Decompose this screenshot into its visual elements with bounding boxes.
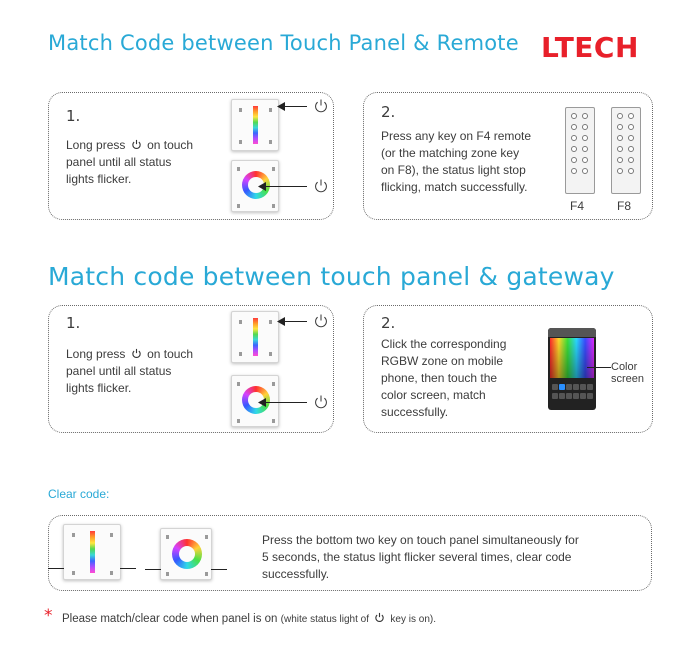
remote-button — [628, 168, 634, 174]
arrow-head-icon — [277, 102, 285, 111]
text-fragment: on touch — [147, 138, 194, 152]
remote-button — [582, 113, 588, 119]
remote-f4-image — [565, 107, 595, 194]
text-fragment: Long press — [66, 347, 126, 361]
phone-zone-key — [580, 384, 586, 390]
text-line: panel until all status — [66, 155, 172, 169]
arrow-head-icon — [258, 182, 266, 191]
remote-button — [582, 157, 588, 163]
remote-button — [571, 135, 577, 141]
touch-panel-strip-image — [231, 311, 279, 363]
step-number: 1. — [66, 107, 81, 125]
ltech-logo: LTECH — [541, 31, 639, 64]
text-fragment: on touch — [147, 347, 194, 361]
remote-label-f8: F8 — [617, 199, 632, 213]
text-line: flicking, match successfully. — [381, 180, 528, 194]
note-text: Please match/clear code when panel is on — [62, 613, 278, 625]
remote-button — [617, 113, 623, 119]
remote-button — [628, 135, 634, 141]
text-line: (or the matching zone key — [381, 146, 520, 160]
text-line: lights flicker. — [66, 172, 132, 186]
power-icon — [313, 178, 329, 194]
remote-button — [617, 146, 623, 152]
phone-zone-key — [580, 393, 586, 399]
phone-zone-key — [587, 393, 593, 399]
text-line: 5 seconds, the status light flicker several times, clear code — [262, 550, 572, 564]
remote-f8-image — [611, 107, 641, 194]
remote-button — [628, 146, 634, 152]
text-fragment: Long press — [66, 138, 126, 152]
text-line: successfully. — [381, 405, 449, 419]
phone-zone-key — [573, 393, 579, 399]
color-screen-callout — [611, 361, 644, 385]
power-icon — [374, 612, 385, 623]
step-number: 2. — [381, 103, 396, 121]
step-number: 1. — [66, 314, 81, 332]
text-line: panel until all status — [66, 364, 172, 378]
power-icon — [131, 139, 142, 150]
remote-button — [582, 168, 588, 174]
text-line: Press any key on F4 remote — [381, 129, 532, 143]
power-icon — [313, 394, 329, 410]
callout-line: Color — [611, 361, 638, 373]
note-text-small: (white status light of — [280, 614, 370, 625]
clear-code-instructions — [262, 532, 579, 583]
step-instructions — [66, 346, 193, 397]
text-line: Press the bottom two key on touch panel simultaneously for — [262, 533, 579, 547]
step-instructions — [381, 336, 506, 421]
remote-button — [582, 135, 588, 141]
callout-line: screen — [611, 373, 645, 385]
remote-button — [582, 146, 588, 152]
clear-code-heading: Clear code: — [48, 487, 110, 501]
touch-panel-strip-image — [231, 99, 279, 151]
text-line: phone, then touch the — [381, 371, 498, 385]
footnote — [62, 612, 436, 625]
phone-zone-key — [587, 384, 593, 390]
remote-label-f4: F4 — [570, 199, 585, 213]
remote-button — [628, 157, 634, 163]
power-icon — [131, 348, 142, 359]
text-line: color screen, match — [381, 388, 486, 402]
note-asterisk: * — [44, 606, 53, 626]
remote-button — [628, 113, 634, 119]
phone-zone-key — [559, 384, 565, 390]
remote-button — [617, 135, 623, 141]
step-instructions — [381, 128, 531, 196]
remote-button — [617, 157, 623, 163]
remote-button — [571, 168, 577, 174]
phone-zone-key — [566, 384, 572, 390]
step-number: 2. — [381, 314, 396, 332]
remote-button — [582, 124, 588, 130]
text-line: successfully. — [262, 567, 330, 581]
remote-button — [617, 168, 623, 174]
text-line: on F8), the status light stop — [381, 163, 526, 177]
text-line: Click the corresponding — [381, 337, 507, 351]
arrow-head-icon — [258, 398, 266, 407]
note-text-small: key is on). — [390, 614, 436, 625]
phone-zone-key — [552, 384, 558, 390]
step-instructions — [66, 137, 193, 188]
phone-zone-key — [552, 393, 558, 399]
touch-panel-strip-image — [63, 524, 121, 580]
remote-button — [617, 124, 623, 130]
section-title-gateway: Match code between touch panel & gateway — [48, 262, 615, 291]
remote-button — [571, 113, 577, 119]
remote-button — [571, 124, 577, 130]
remote-button — [628, 124, 634, 130]
touch-panel-wheel-image — [160, 528, 212, 580]
phone-zone-key — [566, 393, 572, 399]
touch-panel-wheel-image — [231, 375, 279, 427]
remote-button — [571, 157, 577, 163]
mobile-phone-image — [548, 328, 596, 410]
phone-zone-key — [573, 384, 579, 390]
power-icon — [313, 313, 329, 329]
arrow-head-icon — [277, 317, 285, 326]
section-title-remote: Match Code between Touch Panel & Remote — [48, 31, 519, 55]
text-line: RGBW zone on mobile — [381, 354, 504, 368]
remote-button — [571, 146, 577, 152]
text-line: lights flicker. — [66, 381, 132, 395]
power-icon — [313, 98, 329, 114]
phone-zone-key — [559, 393, 565, 399]
